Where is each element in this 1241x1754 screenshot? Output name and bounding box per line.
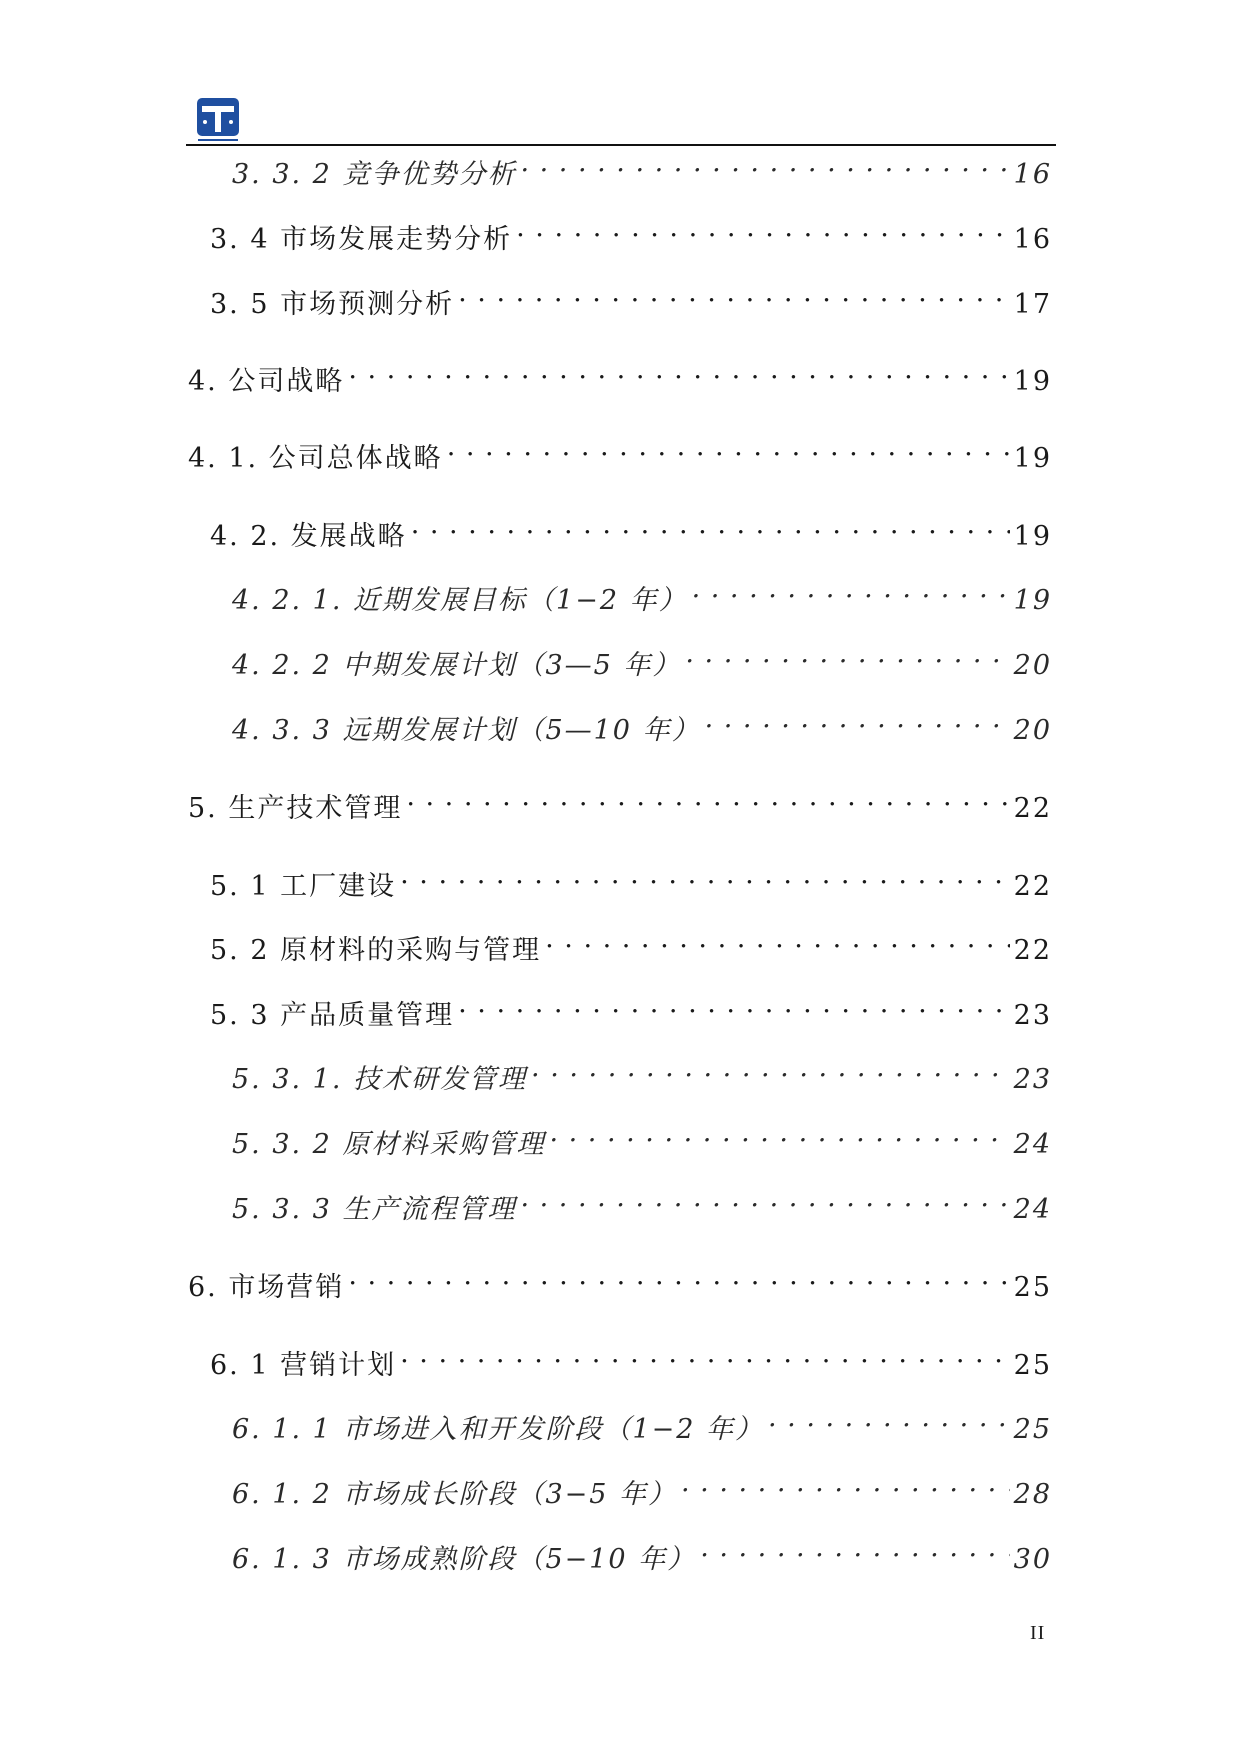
toc-entry-page: 20 [1013, 650, 1052, 681]
toc-entry[interactable] [210, 1334, 1052, 1381]
toc-entry[interactable] [188, 427, 1052, 474]
toc-entry-page: 17 [1013, 289, 1052, 320]
toc-entry-page: 25 [1013, 1414, 1052, 1445]
toc-dot-leader [685, 634, 1009, 674]
toc-entry[interactable] [210, 984, 1052, 1031]
toc-entry[interactable] [210, 919, 1052, 966]
toc-entry-page: 16 [1013, 224, 1052, 255]
toc-entry-label: 5. 3. 2 原材料采购管理 [232, 1129, 546, 1160]
toc-entry-label: 5. 3 产品质量管理 [210, 1000, 455, 1031]
toc-entry[interactable] [210, 208, 1052, 255]
toc-entry-page: 20 [1013, 715, 1052, 746]
toc-entry[interactable] [232, 1463, 1052, 1510]
toc-dot-leader [400, 1334, 1010, 1374]
toc-entry-label: 4. 2. 1. 近期发展目标（1−2 年） [232, 585, 688, 616]
toc-entry-page: 19 [1013, 443, 1052, 474]
toc-entry-page: 22 [1013, 793, 1052, 824]
toc-dot-leader [516, 208, 1010, 248]
toc-dot-leader [458, 984, 1010, 1024]
toc-dot-leader [520, 143, 1009, 183]
toc-dot-leader [692, 569, 1010, 609]
toc-entry-page: 19 [1013, 521, 1052, 552]
toc-entry-label: 6. 1. 3 市场成熟阶段（5−10 年） [232, 1544, 697, 1575]
toc-dot-leader [531, 1048, 1010, 1088]
toc-entry[interactable] [232, 699, 1052, 746]
toc-entry[interactable] [188, 1256, 1052, 1303]
toc-dot-leader [768, 1398, 1010, 1438]
toc-dot-leader [348, 1256, 1009, 1296]
toc-entry[interactable] [232, 1113, 1052, 1160]
toc-entry[interactable] [232, 634, 1052, 681]
toc-entry-label: 6. 1. 1 市场进入和开发阶段（1−2 年） [232, 1414, 765, 1445]
toc-entry-label: 5. 3. 1. 技术研发管理 [232, 1064, 528, 1095]
toc-entry-page: 19 [1013, 585, 1052, 616]
toc-dot-leader [348, 350, 1009, 390]
toc-entry[interactable] [232, 569, 1052, 616]
toc-entry-label: 4. 2. 发展战略 [210, 521, 407, 552]
toc-entry-page: 25 [1013, 1272, 1052, 1303]
toc-entry-page: 23 [1013, 1000, 1052, 1031]
toc-entry-page: 22 [1013, 935, 1052, 966]
toc-entry[interactable] [210, 855, 1052, 902]
toc-dot-leader [406, 777, 1009, 817]
toc-entry-page: 16 [1013, 159, 1052, 190]
toc-entry-label: 4. 公司战略 [188, 366, 345, 397]
toc-entry-page: 24 [1013, 1129, 1052, 1160]
toc-entry-label: 6. 1 营销计划 [210, 1350, 397, 1381]
toc-entry-label: 6. 1. 2 市场成长阶段（3−5 年） [232, 1479, 678, 1510]
toc-dot-leader [549, 1113, 1009, 1153]
toc-entry-page: 28 [1013, 1479, 1052, 1510]
toc-dot-leader [411, 505, 1010, 545]
toc-entry-label: 4. 3. 3 远期发展计划（5—10 年） [232, 715, 701, 746]
toc-entry[interactable] [210, 273, 1052, 320]
toc-dot-leader [700, 1528, 1009, 1568]
toc-entry-label: 4. 1. 公司总体战略 [188, 443, 443, 474]
toc-entry-page: 23 [1013, 1064, 1052, 1095]
toc-entry[interactable] [232, 1178, 1052, 1225]
toc-dot-leader [400, 855, 1010, 895]
toc-entry-page: 19 [1013, 366, 1052, 397]
toc-entry-page: 22 [1013, 871, 1052, 902]
toc-entry-label: 4. 2. 2 中期发展计划（3—5 年） [232, 650, 682, 681]
toc-entry-label: 3. 4 市场发展走势分析 [210, 224, 513, 255]
toc-entry-page: 24 [1013, 1194, 1052, 1225]
toc-dot-leader [447, 427, 1010, 467]
toc-dot-leader [520, 1178, 1009, 1218]
page-number: II [1030, 1622, 1046, 1644]
toc-entry-label: 6. 市场营销 [188, 1272, 345, 1303]
toc-entry[interactable] [232, 1048, 1052, 1095]
toc-entry-label: 3. 3. 2 竞争优势分析 [232, 159, 517, 190]
toc-entry[interactable] [232, 1398, 1052, 1445]
toc-entry-label: 3. 5 市场预测分析 [210, 289, 455, 320]
toc-dot-leader [681, 1463, 1010, 1503]
toc-dot-leader [545, 919, 1010, 959]
toc-entry-page: 30 [1013, 1544, 1052, 1575]
toc-entry[interactable] [188, 350, 1052, 397]
toc-entry[interactable] [188, 777, 1052, 824]
toc-entry-label: 5. 1 工厂建设 [210, 871, 397, 902]
toc-entry-page: 25 [1013, 1350, 1052, 1381]
toc-entry-label: 5. 生产技术管理 [188, 793, 403, 824]
toc-entry-label: 5. 3. 3 生产流程管理 [232, 1194, 517, 1225]
toc-entry[interactable] [210, 505, 1052, 552]
toc-entry[interactable] [232, 143, 1052, 190]
toc-entry-label: 5. 2 原材料的采购与管理 [210, 935, 542, 966]
toc-dot-leader [705, 699, 1010, 739]
toc-dot-leader [458, 273, 1010, 313]
toc-entry[interactable] [232, 1528, 1052, 1575]
